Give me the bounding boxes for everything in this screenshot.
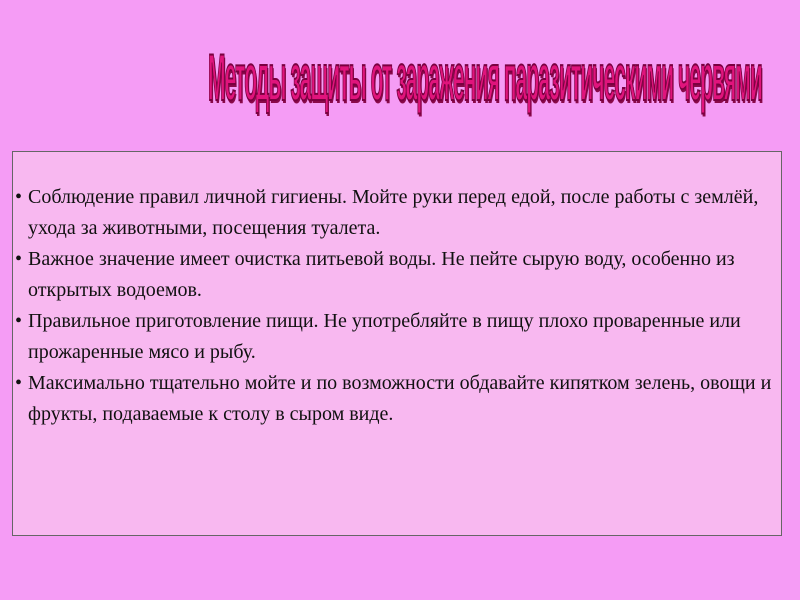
bullet-text: Правильное приготовление пищи. Не употребляйте в пищу плохо проваренные или прожаренные мясо и рыбу. xyxy=(28,310,741,363)
bullet-dot: • xyxy=(15,310,23,332)
bullet-dot: • xyxy=(15,248,23,270)
content-text-box xyxy=(12,151,782,536)
bullet-text: Максимально тщательно мойте и по возможности обдавайте кипятком зелень, овощи и фрукты, подаваемые к столу в сыром виде. xyxy=(28,372,772,425)
bullet-text: Соблюдение правил личной гигиены. Мойте руки перед едой, после работы с землёй, ухода за животными, посещения туалета. xyxy=(28,186,759,239)
bullet-item-produce xyxy=(13,368,783,430)
bullet-dot: • xyxy=(15,372,23,394)
bullet-dot: • xyxy=(15,186,23,208)
bullet-item-water xyxy=(13,244,783,306)
bullet-item-cooking xyxy=(13,306,783,368)
slide-title: Методы защиты от заражения паразитическими червями xyxy=(208,41,762,115)
bullet-item-hygiene xyxy=(13,182,783,244)
bullet-text: Важное значение имеет очистка питьевой воды. Не пейте сырую воду, особенно из открытых водоемов. xyxy=(28,248,735,301)
bullet-list xyxy=(13,182,783,430)
